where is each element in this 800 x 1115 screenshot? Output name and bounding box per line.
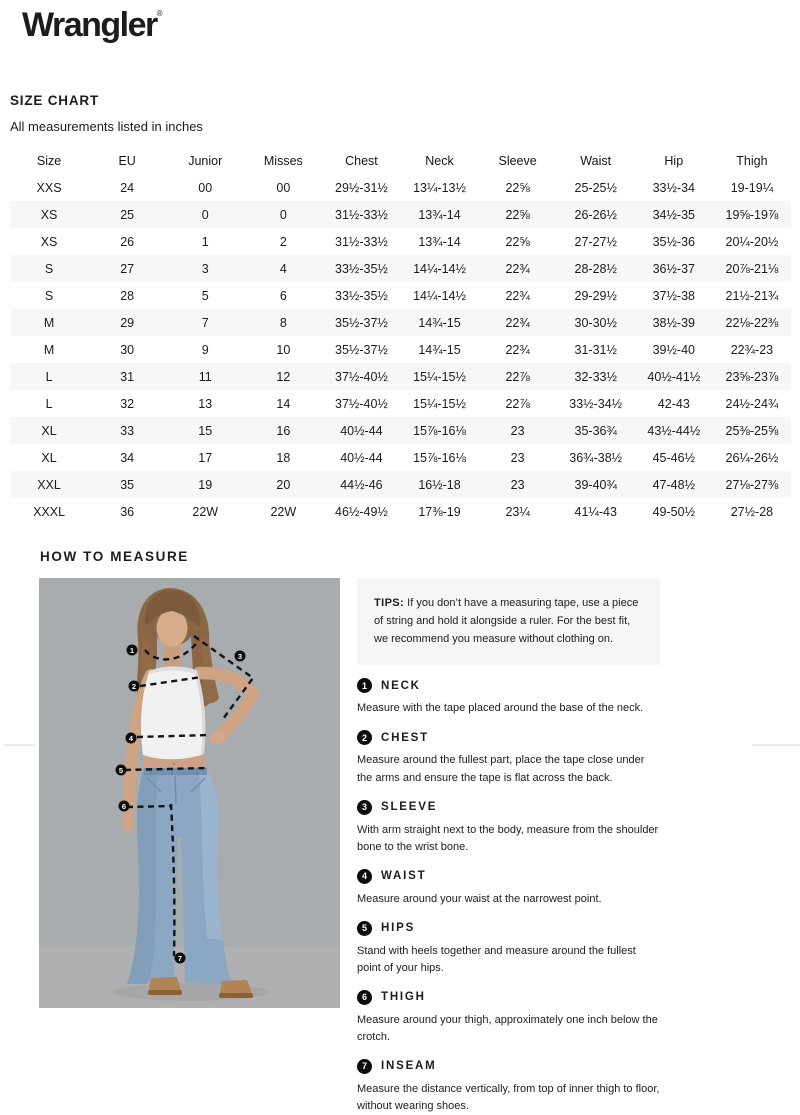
step-number-badge: 7 bbox=[357, 1059, 372, 1074]
measure-step-sleeve bbox=[357, 800, 660, 856]
size-cell: 43½-44½ bbox=[647, 423, 701, 438]
size-table bbox=[10, 147, 791, 525]
size-cell: 28 bbox=[120, 288, 135, 303]
size-cell: 22¾-23 bbox=[730, 342, 774, 357]
size-cell: 25⅜-25⅝ bbox=[725, 423, 779, 438]
step-number-badge: 4 bbox=[357, 869, 372, 884]
column-header: Sleeve bbox=[498, 153, 537, 168]
how-to-measure-title: HOW TO MEASURE bbox=[40, 549, 189, 564]
size-cell: 47-48½ bbox=[652, 477, 695, 492]
size-cell: 35½-36 bbox=[652, 234, 695, 249]
size-table-body bbox=[10, 174, 791, 525]
step-text: Stand with heels together and measure around the fullest point of your hips. bbox=[357, 944, 636, 974]
size-cell: 28-28½ bbox=[574, 261, 617, 276]
step-text: Measure around your thigh, approximately one inch below the crotch. bbox=[357, 1013, 658, 1043]
size-cell: 22¾ bbox=[505, 288, 530, 303]
measure-steps bbox=[357, 678, 660, 1115]
column-header: Size bbox=[36, 153, 62, 168]
column-header: Junior bbox=[188, 153, 223, 168]
column-header: Misses bbox=[263, 153, 303, 168]
step-text: With arm straight next to the body, measure from the shoulder bone to the wrist bone. bbox=[357, 823, 659, 853]
measurement-figure bbox=[39, 578, 340, 1008]
size-cell: 23 bbox=[510, 477, 525, 492]
size-cell: 24 bbox=[120, 180, 135, 195]
left-edge-divider bbox=[4, 744, 35, 746]
size-cell: S bbox=[44, 261, 54, 276]
size-cell: 37½-40½ bbox=[335, 396, 388, 411]
size-cell: 32 bbox=[120, 396, 135, 411]
size-cell: 15⅞-16⅛ bbox=[413, 423, 466, 438]
size-cell: 13¼-13½ bbox=[413, 180, 466, 195]
table-row bbox=[10, 471, 791, 498]
step-label: WAIST bbox=[381, 870, 427, 883]
size-cell: 49-50½ bbox=[652, 504, 695, 519]
right-edge-divider bbox=[752, 744, 800, 746]
size-cell: 4 bbox=[279, 261, 287, 276]
size-cell: 42-43 bbox=[657, 396, 690, 411]
step-number-badge: 6 bbox=[357, 990, 372, 1005]
size-cell: 22¾ bbox=[505, 315, 530, 330]
size-cell: 5 bbox=[201, 288, 209, 303]
table-row bbox=[10, 390, 791, 417]
size-cell: 36¾-38½ bbox=[569, 450, 623, 465]
size-cell: 14¾-15 bbox=[418, 315, 461, 330]
size-cell: 3 bbox=[201, 261, 209, 276]
table-row bbox=[10, 282, 791, 309]
step-label: CHEST bbox=[381, 731, 429, 744]
size-cell: 23⅝-23⅞ bbox=[725, 369, 779, 384]
table-row bbox=[10, 174, 791, 201]
step-text: Measure with the tape placed around the base of the neck. bbox=[357, 702, 644, 715]
size-cell: 33½-34½ bbox=[569, 396, 623, 411]
size-cell: 27 bbox=[120, 261, 135, 276]
size-cell: 44½-46 bbox=[340, 477, 383, 492]
size-cell: 15 bbox=[198, 423, 213, 438]
size-cell: 40½-41½ bbox=[647, 369, 701, 384]
size-cell: 35-36¾ bbox=[574, 423, 617, 438]
size-cell: 0 bbox=[279, 207, 287, 222]
size-cell: XXL bbox=[37, 477, 61, 492]
size-cell: 23 bbox=[510, 423, 525, 438]
measure-step-thigh bbox=[357, 990, 660, 1046]
size-cell: 17 bbox=[198, 450, 213, 465]
size-cell: 36 bbox=[120, 504, 135, 519]
size-cell: 32-33½ bbox=[574, 369, 617, 384]
column-header: Hip bbox=[664, 153, 684, 168]
table-row bbox=[10, 201, 791, 228]
step-number-badge: 3 bbox=[357, 800, 372, 815]
marker-3-number: 3 bbox=[237, 651, 243, 661]
tips-text: If you don’t have a measuring tape, use a piece of string and hold it alongside a ruler. For the best fit, we recommend you measure without clothing on. bbox=[374, 597, 639, 646]
size-cell: 22W bbox=[270, 504, 297, 519]
size-cell: 29½-31½ bbox=[335, 180, 388, 195]
size-cell: 27½-28 bbox=[730, 504, 774, 519]
size-cell: 20⅞-21⅛ bbox=[725, 261, 779, 276]
size-cell: 26-26½ bbox=[574, 207, 617, 222]
step-text: Measure the distance vertically, from top of inner thigh to floor, without wearing shoes. bbox=[357, 1082, 660, 1112]
trademark-symbol: ® bbox=[156, 9, 163, 18]
size-cell: 13 bbox=[198, 396, 213, 411]
size-cell: 25 bbox=[120, 207, 135, 222]
table-row bbox=[10, 417, 791, 444]
column-header: EU bbox=[118, 153, 136, 168]
left-hand bbox=[123, 811, 134, 833]
size-cell: 27⅛-27⅜ bbox=[725, 477, 779, 492]
size-cell: XXXL bbox=[33, 504, 66, 519]
size-cell: 22⅞ bbox=[505, 396, 530, 411]
measure-step-waist bbox=[357, 869, 660, 908]
size-cell: 14 bbox=[276, 396, 291, 411]
size-cell: 27-27½ bbox=[574, 234, 617, 249]
size-cell: L bbox=[45, 369, 53, 384]
size-cell: 23¼ bbox=[505, 504, 530, 519]
size-cell: 13¾-14 bbox=[418, 207, 461, 222]
size-cell: 00 bbox=[276, 180, 291, 195]
size-cell: 15¼-15½ bbox=[413, 369, 466, 384]
step-label: THIGH bbox=[381, 991, 426, 1004]
size-cell: 13¾-14 bbox=[418, 234, 461, 249]
size-cell: 46½-49½ bbox=[335, 504, 388, 519]
size-cell: 39-40¾ bbox=[574, 477, 617, 492]
column-header: Thigh bbox=[736, 153, 768, 168]
size-cell: 39½-40 bbox=[652, 342, 695, 357]
size-cell: 00 bbox=[198, 180, 213, 195]
marker-4-number: 4 bbox=[128, 733, 134, 743]
size-cell: 19⅝-19⅞ bbox=[725, 207, 779, 222]
size-chart-title: SIZE CHART bbox=[10, 93, 99, 108]
table-row bbox=[10, 228, 791, 255]
wrangler-logo[interactable] bbox=[22, 6, 163, 45]
size-cell: 19 bbox=[198, 477, 213, 492]
step-text: Measure around the fullest part, place the tape close under the arms and ensure the tape is flat across the back. bbox=[357, 754, 645, 784]
step-text: Measure around your waist at the narrowest point. bbox=[357, 892, 602, 905]
size-cell: 24½-24¾ bbox=[725, 396, 779, 411]
size-cell: 17⅜-19 bbox=[418, 504, 461, 519]
wrangler-wordmark: Wrangler bbox=[22, 6, 157, 44]
step-number-badge: 2 bbox=[357, 730, 372, 745]
size-cell: 38½-39 bbox=[652, 315, 695, 330]
size-cell: M bbox=[43, 315, 55, 330]
step-label: NECK bbox=[381, 679, 421, 692]
size-cell: 26¼-26½ bbox=[725, 450, 779, 465]
right-sole bbox=[219, 993, 253, 998]
table-row bbox=[10, 255, 791, 282]
size-cell: 40½-44 bbox=[340, 450, 383, 465]
column-header: Waist bbox=[580, 153, 612, 168]
size-cell: 20 bbox=[276, 477, 291, 492]
size-cell: 0 bbox=[201, 207, 209, 222]
size-cell: XS bbox=[40, 234, 58, 249]
step-number-badge: 1 bbox=[357, 678, 372, 693]
step-label: HIPS bbox=[381, 922, 416, 935]
measure-instructions-column bbox=[357, 578, 660, 1115]
size-cell: 45-46½ bbox=[652, 450, 695, 465]
size-cell: 22⅝ bbox=[505, 180, 530, 195]
size-cell: 1 bbox=[201, 234, 209, 249]
size-cell: 34½-35 bbox=[652, 207, 695, 222]
size-cell: 37½-40½ bbox=[335, 369, 388, 384]
size-cell: 31½-33½ bbox=[335, 234, 388, 249]
left-sole bbox=[148, 990, 182, 995]
size-cell: 33½-35½ bbox=[335, 261, 388, 276]
table-row bbox=[10, 309, 791, 336]
measure-step-hips bbox=[357, 921, 660, 977]
size-cell: 31 bbox=[120, 369, 135, 384]
table-row bbox=[10, 444, 791, 471]
tips-box bbox=[357, 578, 660, 665]
size-cell: 41¼-43 bbox=[574, 504, 617, 519]
size-cell: 21½-21¾ bbox=[725, 288, 779, 303]
size-cell: 22¾ bbox=[505, 261, 530, 276]
size-cell: 15¼-15½ bbox=[413, 396, 466, 411]
step-label: SLEEVE bbox=[381, 801, 438, 814]
size-cell: S bbox=[44, 288, 54, 303]
size-cell: 12 bbox=[276, 369, 291, 384]
marker-5-number: 5 bbox=[118, 765, 124, 775]
size-cell: 18 bbox=[276, 450, 291, 465]
size-cell: 9 bbox=[201, 342, 209, 357]
size-cell: 30-30½ bbox=[574, 315, 617, 330]
size-cell: 35½-37½ bbox=[335, 342, 388, 357]
step-number-badge: 5 bbox=[357, 921, 372, 936]
column-header: Chest bbox=[345, 153, 378, 168]
marker-7-number: 7 bbox=[177, 953, 183, 963]
size-cell: 22⅝ bbox=[505, 207, 530, 222]
table-row bbox=[10, 363, 791, 390]
marker-1-number: 1 bbox=[129, 645, 135, 655]
size-cell: 31-31½ bbox=[574, 342, 617, 357]
size-cell: XS bbox=[40, 207, 58, 222]
size-cell: 25-25½ bbox=[574, 180, 617, 195]
size-cell: 22W bbox=[192, 504, 219, 519]
size-cell: 16½-18 bbox=[418, 477, 461, 492]
size-cell: 6 bbox=[279, 288, 287, 303]
measure-step-inseam bbox=[357, 1059, 660, 1115]
marker-6-number: 6 bbox=[121, 801, 127, 811]
size-cell: 14¾-15 bbox=[418, 342, 461, 357]
marker-2-number: 2 bbox=[131, 681, 137, 691]
size-cell: 10 bbox=[276, 342, 291, 357]
size-cell: 14¼-14½ bbox=[413, 288, 466, 303]
column-header: Neck bbox=[425, 153, 454, 168]
measure-step-chest bbox=[357, 730, 660, 786]
size-cell: 15⅞-16⅛ bbox=[413, 450, 466, 465]
size-cell: 20¼-20½ bbox=[725, 234, 779, 249]
right-hand bbox=[209, 732, 225, 744]
size-cell: 11 bbox=[198, 369, 212, 384]
size-cell: 34 bbox=[120, 450, 135, 465]
size-cell: 37½-38 bbox=[652, 288, 695, 303]
size-cell: 30 bbox=[120, 342, 135, 357]
size-cell: 26 bbox=[120, 234, 135, 249]
size-cell: 14¼-14½ bbox=[413, 261, 466, 276]
size-cell: 40½-44 bbox=[340, 423, 383, 438]
size-cell: 22⅝ bbox=[505, 234, 530, 249]
size-cell: 19-19¼ bbox=[730, 180, 774, 195]
measure-step-neck bbox=[357, 678, 660, 717]
size-cell: 29-29½ bbox=[574, 288, 617, 303]
step-label: INSEAM bbox=[381, 1060, 437, 1073]
size-cell: 22⅞ bbox=[505, 369, 530, 384]
size-cell: M bbox=[43, 342, 55, 357]
size-chart-subtitle: All measurements listed in inches bbox=[10, 119, 203, 134]
size-cell: 35½-37½ bbox=[335, 315, 388, 330]
size-cell: 35 bbox=[120, 477, 135, 492]
tips-label: TIPS: bbox=[374, 597, 405, 609]
fly-seam bbox=[175, 776, 176, 804]
size-cell: 33 bbox=[120, 423, 135, 438]
size-cell: XXS bbox=[36, 180, 62, 195]
size-cell: 7 bbox=[201, 315, 209, 330]
size-cell: 33½-35½ bbox=[335, 288, 388, 303]
size-cell: 22¾ bbox=[505, 342, 530, 357]
size-cell: 8 bbox=[279, 315, 287, 330]
size-cell: 36½-37 bbox=[652, 261, 695, 276]
model-photo bbox=[39, 578, 340, 1008]
size-cell: 16 bbox=[276, 423, 291, 438]
size-cell: 23 bbox=[510, 450, 525, 465]
size-cell: 2 bbox=[279, 234, 287, 249]
table-row bbox=[10, 336, 791, 363]
size-cell: XL bbox=[41, 423, 57, 438]
size-table-header-row bbox=[10, 147, 791, 174]
size-cell: 31½-33½ bbox=[335, 207, 388, 222]
size-cell: XL bbox=[41, 450, 57, 465]
table-row bbox=[10, 498, 791, 525]
size-cell: 33½-34 bbox=[652, 180, 695, 195]
size-cell: 29 bbox=[120, 315, 135, 330]
size-cell: L bbox=[45, 396, 53, 411]
size-cell: 22⅛-22⅜ bbox=[725, 315, 779, 330]
navel bbox=[173, 763, 176, 766]
